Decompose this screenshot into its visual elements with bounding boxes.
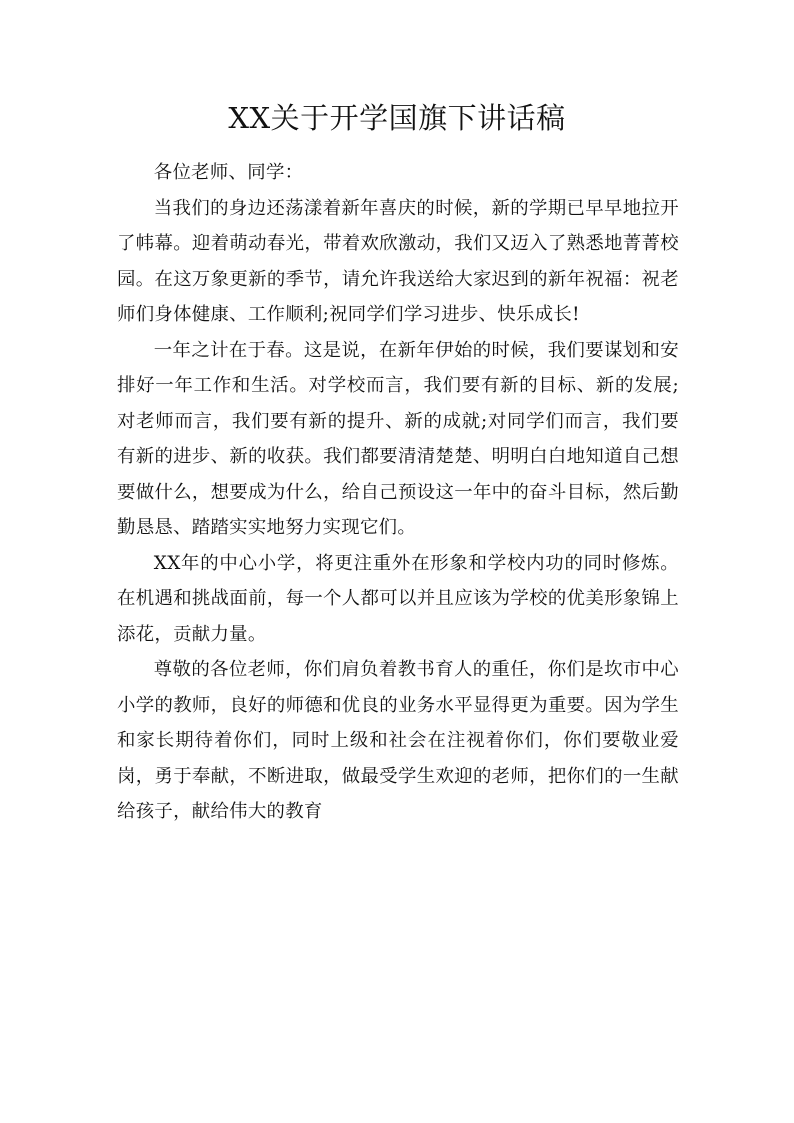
paragraph: 尊敬的各位老师，你们肩负着教书育人的重任，你们是坎市中心小学的教师，良好的师德和优良的业务水平显得更为重要。因为学生和家长期待着你们，同时上级和社会在注视着你们，你们要敬业爱岗，勇于奉献，不断进取，做最受学生欢迎的老师，把你们的一生献给孩子，献给伟大的教育 — [117, 659, 679, 822]
paragraph: 当我们的身边还荡漾着新年喜庆的时候，新的学期已早早地拉开了帏幕。迎着萌动春光，带着欢欣激动，我们又迈入了熟悉地菁菁校园。在这万象更新的季节，请允许我送给大家迟到的新年祝福：祝老师们身体健康、工作顺利;祝同学们学习进步、快乐成长! — [117, 197, 679, 325]
salutation: 各位老师、同学： — [153, 162, 304, 183]
paragraph: 一年之计在于春。这是说，在新年伊始的时候，我们要谋划和安排好一年工作和生活。对学校而言，我们要有新的目标、新的发展;对老师而言，我们要有新的提升、新的成就;对同学们而言，我们要有新的进步、新的收获。我们都要清清楚楚、明明白白地知道自己想要做什么，想要成为什么，给自己预设这一年中的奋斗目标，然后勤勤恳恳、踏踏实实地努力实现它们。 — [117, 339, 679, 538]
document-title: XX关于开学国旗下讲话稿 — [228, 101, 566, 135]
paragraph: XX年的中心小学，将更注重外在形象和学校内功的同时修炼。在机遇和挑战面前，每一个人都可以并且应该为学校的优美形象锦上添花，贡献力量。 — [117, 552, 679, 645]
document-body — [117, 155, 679, 830]
